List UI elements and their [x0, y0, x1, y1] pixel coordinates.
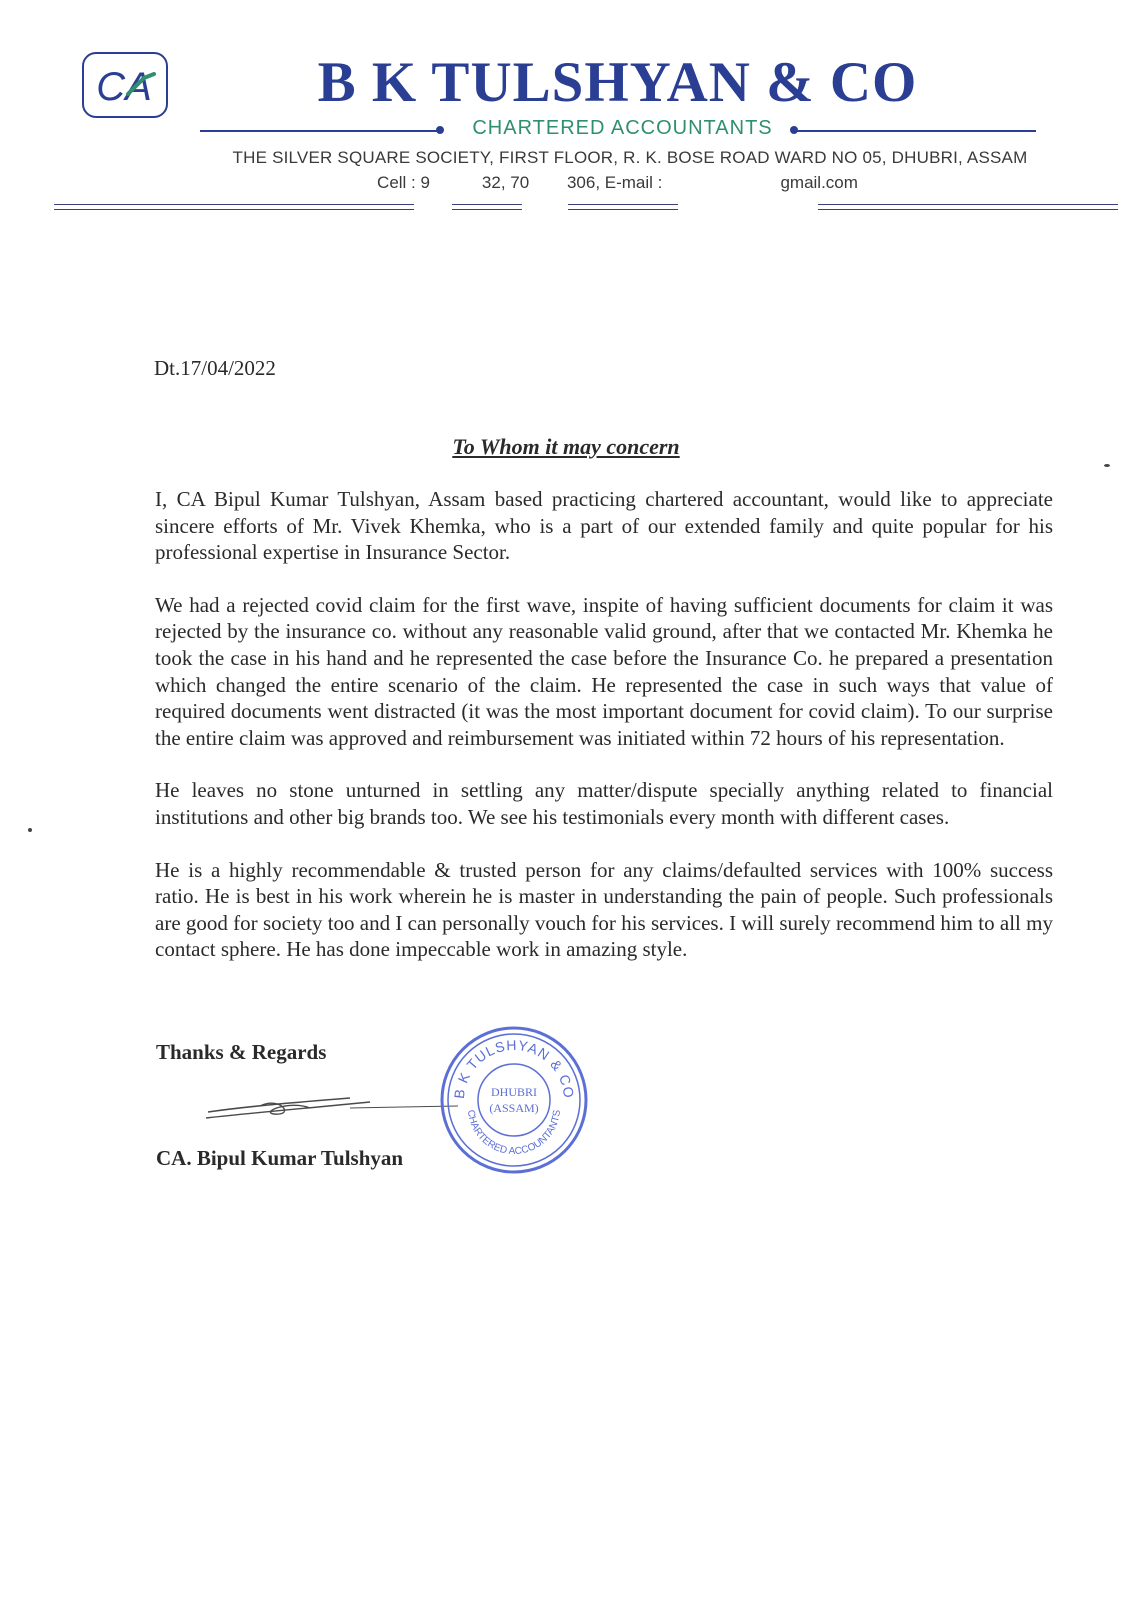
letter-closing: Thanks & Regards	[156, 1040, 327, 1064]
ca-logo-icon	[84, 54, 166, 116]
letter-paragraph: He is a highly recommendable & trusted person for any claims/defaulted services with 100% success ratio. He is best in his work wherein he is master in understanding the pain of people. Such professionals are good for society too and I can personally vouch for his services. I will surely recommend him to all my contact sphere. He has done impeccable work in amazing style.	[155, 857, 1053, 962]
tagline-rule-right	[796, 130, 1036, 132]
letter-paragraph: I, CA Bipul Kumar Tulshyan, Assam based practicing chartered accountant, would like to appreciate sincere efforts of Mr. Vivek Khemka, who is a part of our extended family and quite popular for his professional expertise in Insurance Sector.	[155, 487, 1053, 565]
signatory-name: CA. Bipul Kumar Tulshyan	[156, 1146, 404, 1170]
handwritten-signature	[200, 1086, 460, 1131]
letter-paragraph: We had a rejected covid claim for the first wave, inspite of having sufficient documents for claim it was rejected by the insurance co. without any reasonable valid ground, after that we contacted Mr. Khemka he took the case in his hand and he represented the case before the Insurance Co. he prepared a presentation which changed the entire scenario of the claim. He represented the case in such ways that value of required documents went distracted (it was the most important document for covid claim). To our surprise the entire claim was approved and reimbursement was initiated within 72 hours of his representation.	[155, 592, 1053, 750]
letter-date: Dt.17/04/2022	[154, 356, 276, 380]
scan-speck	[28, 828, 32, 832]
svg-text:DHUBRI: DHUBRI	[490, 1085, 538, 1099]
svg-text:(ASSAM): (ASSAM)	[489, 1101, 539, 1115]
header-rule	[568, 209, 678, 210]
header-rule	[818, 209, 1118, 210]
ca-logo	[82, 52, 168, 118]
firm-contact: Cell : 9 32, 70 306, E-mail : gmail.com	[377, 173, 858, 192]
scan-speck	[1104, 464, 1110, 467]
svg-text:B K TULSHYAN & CO: B K TULSHYAN & CO	[450, 1036, 578, 1100]
header-rule	[54, 209, 414, 210]
letter-subject: To Whom it may concern	[452, 434, 680, 459]
header-rule	[452, 204, 522, 205]
letter-body	[155, 486, 1053, 989]
header-rule	[452, 209, 522, 210]
header-rule	[54, 204, 414, 205]
company-seal	[438, 1024, 590, 1181]
tagline: CHARTERED ACCOUNTANTS	[472, 117, 773, 139]
letter-paragraph: He leaves no stone unturned in settling any matter/dispute specially anything related to financial institutions and other big brands too. We see his testimonials every month with different cases.	[155, 778, 1053, 829]
firm-name: B K TULSHYAN & CO	[317, 51, 918, 114]
tagline-rule-left	[200, 130, 440, 132]
header-rule	[568, 204, 678, 205]
tagline-dot-left	[436, 126, 444, 134]
svg-text:CA: CA	[96, 65, 152, 109]
header-rule	[818, 204, 1118, 205]
firm-address: THE SILVER SQUARE SOCIETY, FIRST FLOOR, R. K. BOSE ROAD WARD NO 05, DHUBRI, ASSAM	[232, 148, 1028, 167]
svg-text:CHARTERED ACCOUNTANTS: CHARTERED ACCOUNTANTS	[464, 1109, 564, 1158]
